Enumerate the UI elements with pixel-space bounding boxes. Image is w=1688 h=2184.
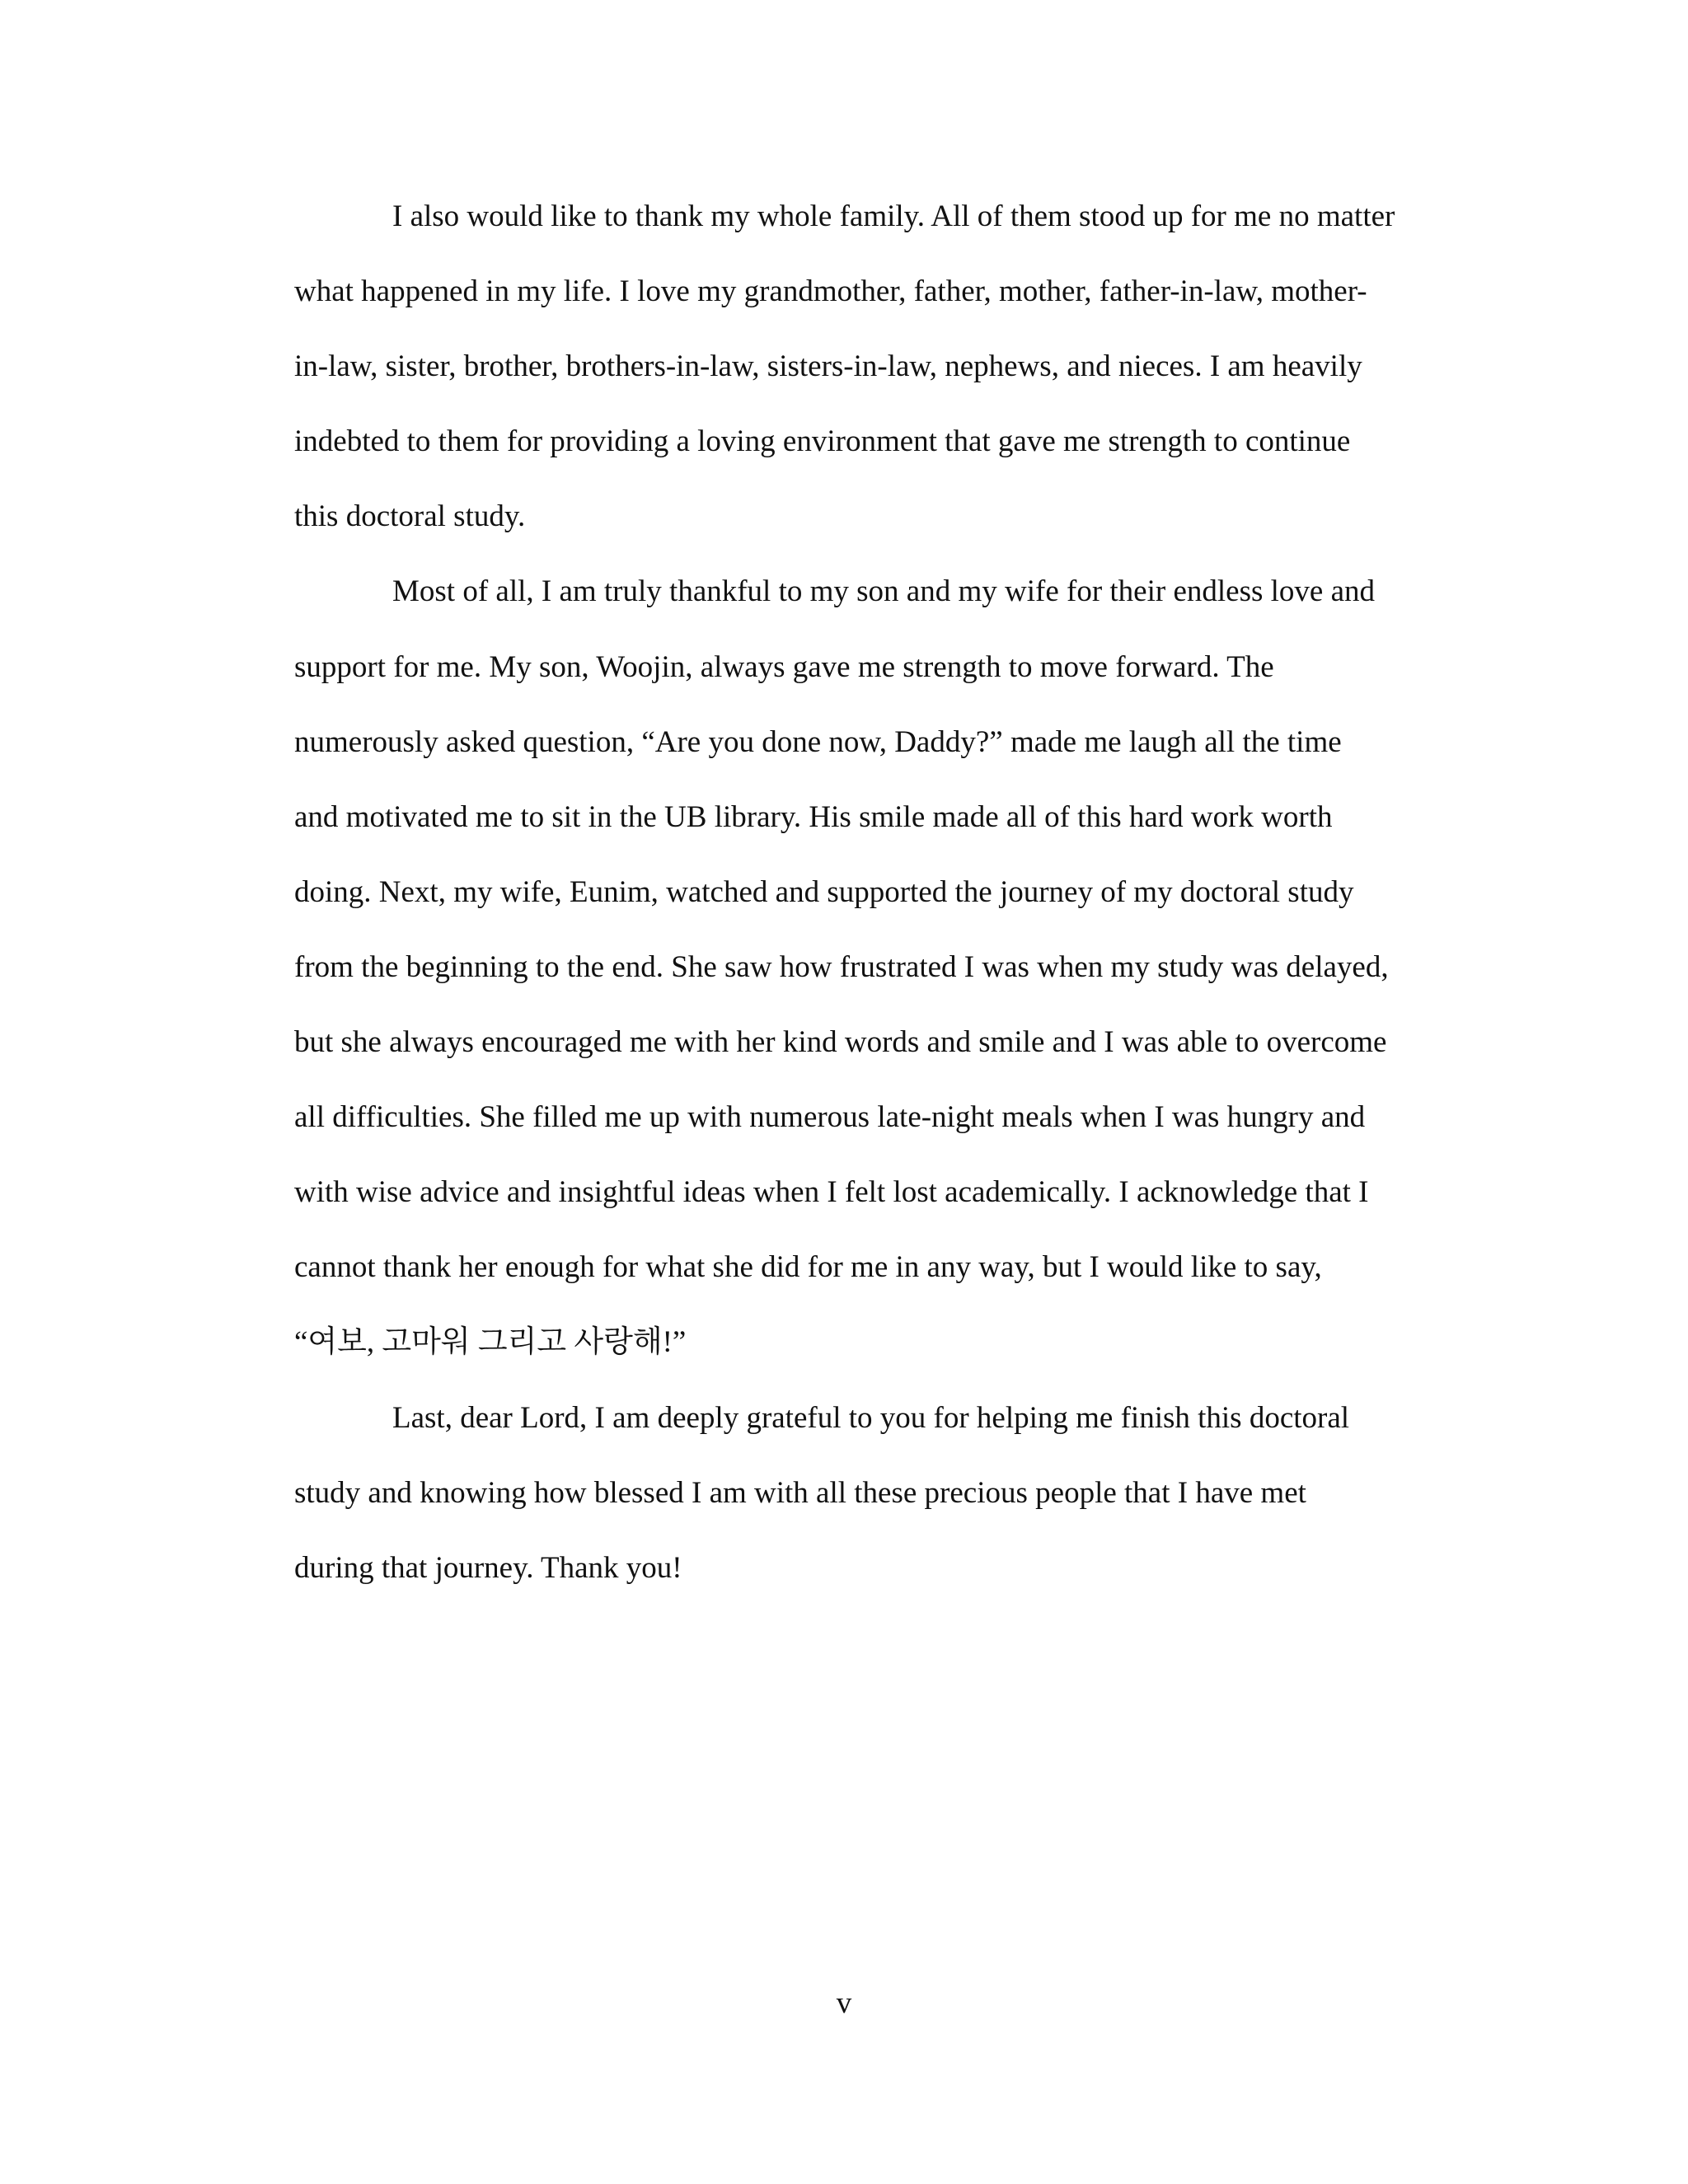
text-line: all difficulties. She filled me up with numerous late-night meals when I was hungry and: [294, 1100, 1366, 1135]
document-body: [294, 190, 1481, 1616]
text-line: and motivated me to sit in the UB library. His smile made all of this hard work worth: [294, 799, 1333, 834]
text-line: doing. Next, my wife, Eunim, watched and supported the journey of my doctoral study: [294, 874, 1354, 909]
paragraph-family: [294, 190, 1481, 565]
text-line: Last, dear Lord, I am deeply grateful to you for helping me finish this doctoral: [392, 1400, 1350, 1435]
text-line: numerously asked question, “Are you done now, Daddy?” made me laugh all the time: [294, 724, 1342, 759]
paragraph-lord: [294, 1391, 1481, 1616]
text-line: from the beginning to the end. She saw how frustrated I was when my study was delayed,: [294, 949, 1389, 984]
text-line: study and knowing how blessed I am with all these precious people that I have met: [294, 1475, 1306, 1510]
paragraph-son-and-wife: [294, 565, 1481, 1390]
text-line: with wise advice and insightful ideas when I felt lost academically. I acknowledge that I: [294, 1175, 1369, 1210]
text-line: what happened in my life. I love my grandmother, father, mother, father-in-law, mother-: [294, 274, 1367, 309]
text-line: during that journey. Thank you!: [294, 1550, 682, 1585]
text-line: in-law, sister, brother, brothers-in-law, sisters-in-law, nephews, and nieces. I am heavily: [294, 349, 1362, 384]
text-line: but she always encouraged me with her kind words and smile and I was able to overcome: [294, 1025, 1387, 1060]
page-number: v: [836, 1986, 852, 2020]
text-line: I also would like to thank my whole family. All of them stood up for me no matter: [392, 199, 1395, 233]
text-line: indebted to them for providing a loving environment that gave me strength to continue: [294, 424, 1351, 459]
korean-quote-line: “여보, 고마워 그리고 사랑해!”: [294, 1325, 687, 1360]
text-line: this doctoral study.: [294, 499, 526, 534]
text-line: Most of all, I am truly thankful to my son and my wife for their endless love and: [392, 574, 1375, 609]
text-line: support for me. My son, Woojin, always gave me strength to move forward. The: [294, 649, 1274, 684]
text-line: cannot thank her enough for what she did for me in any way, but I would like to say,: [294, 1250, 1322, 1285]
